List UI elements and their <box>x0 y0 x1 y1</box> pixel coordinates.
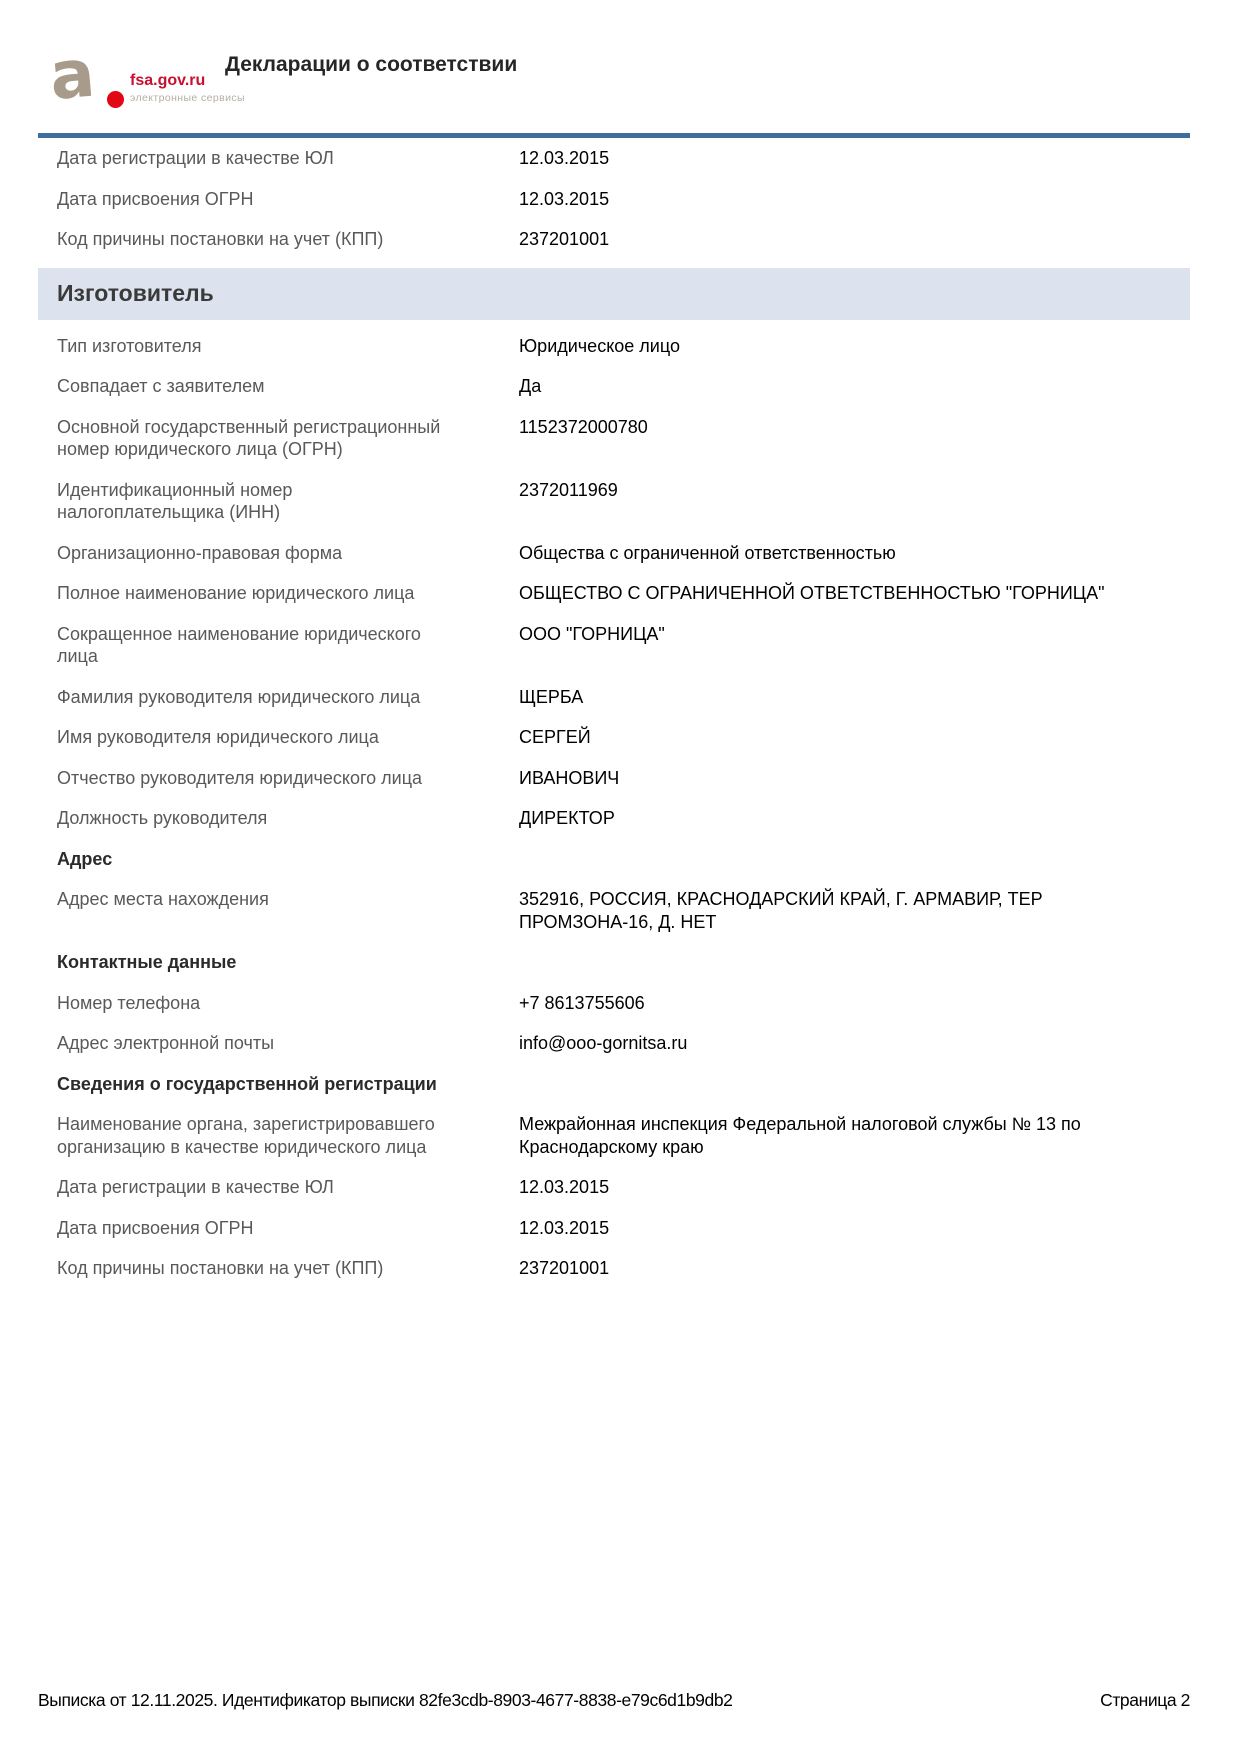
section-header-manufacturer: Изготовитель <box>38 268 1190 320</box>
row-head-name <box>38 717 1190 758</box>
field-value: СЕРГЕЙ <box>519 727 591 747</box>
subheader-address: Адрес <box>57 848 113 869</box>
field-label: Совпадает с заявителем <box>57 376 265 396</box>
row-reg-date-jul-2 <box>38 1167 1190 1208</box>
field-label: Код причины постановки на учет (КПП) <box>57 1258 384 1278</box>
fsa-logo <box>46 34 245 116</box>
row-reg-date-jul <box>38 138 1190 179</box>
field-value: +7 8613755606 <box>519 992 645 1013</box>
row-ogrn-date <box>38 179 1190 220</box>
row-short-name <box>38 614 1190 677</box>
field-value: Общества с ограниченной ответственностью <box>519 542 896 563</box>
field-label: Полное наименование юридического лица <box>57 583 415 603</box>
document-footer <box>38 1690 1190 1711</box>
field-label: Сокращенное наименование юридического лица <box>57 623 421 666</box>
logo-a-glyph-icon: а <box>46 34 98 116</box>
field-value: ЩЕРБА <box>519 686 584 707</box>
field-value: 12.03.2015 <box>519 188 610 209</box>
field-value: Межрайонная инспекция Федеральной налоговой службы № 13 по Краснодарскому краю <box>519 1114 1081 1157</box>
row-head-surname <box>38 677 1190 718</box>
row-kpp <box>38 219 1190 260</box>
row-manufacturer-type <box>38 326 1190 367</box>
field-label: Дата регистрации в качестве ЮЛ <box>57 1177 334 1197</box>
field-label: Основной государственный регистрационный номер юридического лица (ОГРН) <box>57 416 441 459</box>
row-same-as-applicant <box>38 366 1190 407</box>
field-label: Дата регистрации в качестве ЮЛ <box>57 148 334 168</box>
row-ogrn-number <box>38 407 1190 470</box>
field-value: Да <box>519 376 542 396</box>
field-label: Код причины постановки на учет (КПП) <box>57 229 384 249</box>
field-value: 352916, РОССИЯ, КРАСНОДАРСКИЙ КРАЙ, Г. АРМАВИР, ТЕР ПРОМЗОНА-16, Д. НЕТ <box>519 889 1043 932</box>
field-value: ОБЩЕСТВО С ОГРАНИЧЕННОЙ ОТВЕТСТВЕННОСТЬЮ "ГОРНИЦА" <box>519 583 1105 603</box>
field-label: Имя руководителя юридического лица <box>57 727 379 747</box>
row-full-name <box>38 573 1190 614</box>
logo-red-dot-icon <box>107 91 124 108</box>
field-value: 12.03.2015 <box>519 148 610 168</box>
logo-tagline: электронные сервисы <box>130 92 245 104</box>
field-value: 237201001 <box>519 229 610 249</box>
row-kpp-2 <box>38 1248 1190 1289</box>
field-value: Юридическое лицо <box>519 335 680 356</box>
field-value: ООО "ГОРНИЦА" <box>519 623 665 644</box>
field-value: 12.03.2015 <box>519 1177 610 1197</box>
row-head-position <box>38 798 1190 839</box>
fields-area <box>38 138 1190 1289</box>
field-label: Должность руководителя <box>57 808 268 828</box>
footer-page-number: Страница 2 <box>1100 1690 1190 1710</box>
field-label: Идентификационный номер налогоплательщика (ИНН) <box>57 479 293 522</box>
row-phone <box>38 983 1190 1024</box>
field-value: ИВАНОВИЧ <box>519 767 620 788</box>
document-content <box>38 0 1190 1289</box>
logo-brand: fsa.gov.ru <box>130 72 206 89</box>
subheader-contacts: Контактные данные <box>57 952 237 972</box>
field-value: ДИРЕКТОР <box>519 808 615 828</box>
row-location-address <box>38 879 1190 942</box>
row-registering-authority <box>38 1104 1190 1167</box>
row-ogrn-date-2 <box>38 1208 1190 1249</box>
page-title: Декларации о соответствии <box>225 53 518 76</box>
field-label: Отчество руководителя юридического лица <box>57 767 423 788</box>
field-value: 1152372000780 <box>519 416 648 437</box>
field-value: 237201001 <box>519 1258 610 1278</box>
field-label: Дата присвоения ОГРН <box>57 188 254 209</box>
row-head-patronymic <box>38 758 1190 799</box>
field-value: 12.03.2015 <box>519 1217 610 1238</box>
row-legal-form <box>38 533 1190 574</box>
field-label: Адрес места нахождения <box>57 889 269 909</box>
document-header <box>38 0 1190 133</box>
field-label: Дата присвоения ОГРН <box>57 1217 254 1238</box>
field-label: Наименование органа, зарегистрировавшего организацию в качестве юридического лица <box>57 1114 435 1157</box>
field-label: Организационно-правовая форма <box>57 542 343 563</box>
field-label: Тип изготовителя <box>57 335 202 356</box>
field-value: 2372011969 <box>519 479 618 500</box>
field-label: Номер телефона <box>57 992 201 1013</box>
row-email <box>38 1023 1190 1064</box>
field-label: Адрес электронной почты <box>57 1033 275 1053</box>
subheader-state-registration: Сведения о государственной регистрации <box>57 1073 437 1094</box>
field-value: info@ooo-gornitsa.ru <box>519 1033 688 1053</box>
field-label: Фамилия руководителя юридического лица <box>57 686 421 707</box>
row-inn <box>38 470 1190 533</box>
fsa-logo-mark-icon <box>46 34 124 116</box>
footer-extract-info: Выписка от 12.11.2025. Идентификатор выписки 82fe3cdb-8903-4677-8838-e79c6d1b9db2 <box>38 1690 733 1710</box>
